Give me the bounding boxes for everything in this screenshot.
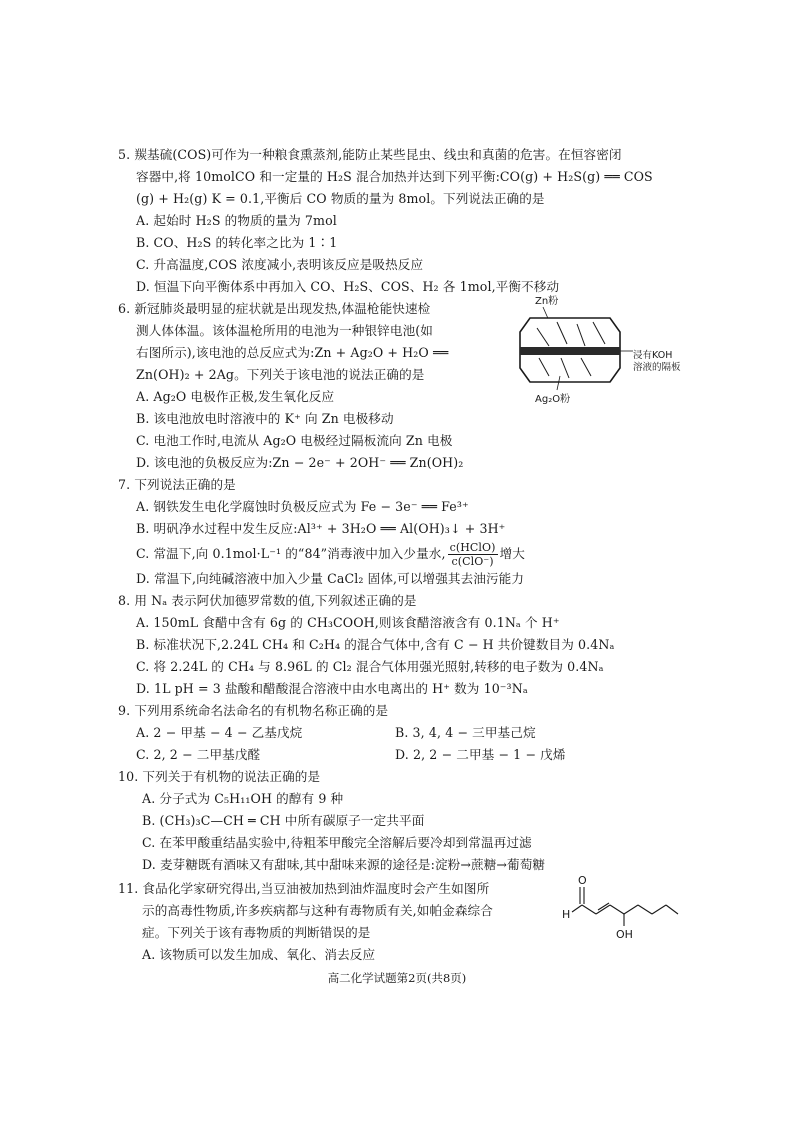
hclo-ratio-fraction xyxy=(448,541,498,568)
q5-option-d: D. 恒温下向平衡体系中再加入 CO、H₂S、COS、H₂ 各 1mol,平衡不移动 xyxy=(136,279,560,294)
battery-diagram xyxy=(505,292,685,407)
q9-option-a: A. 2 − 甲基 − 4 − 乙基戊烷 xyxy=(136,725,303,740)
q5-stem-line1: 5. 羰基硫(COS)可作为一种粮食熏蒸剂,能防止某些昆虫、线虫和真菌的危害。在恒容密闭 xyxy=(118,147,622,162)
bond-c3-c4 xyxy=(610,905,624,914)
q7-option-a: A. 钢铁发生电化学腐蚀时负极反应式为 Fe − 3e⁻ ══ Fe³⁺ xyxy=(136,499,469,514)
q8-option-a: A. 150mL 食醋中含有 6g 的 CH₃COOH,则该食醋溶液含有 0.1Nₐ 个 H⁺ xyxy=(136,615,560,630)
bond-h-c1 xyxy=(572,905,582,912)
q9-option-c: C. 2, 2 − 二甲基戊醛 xyxy=(136,747,261,762)
q8-option-d: D. 1L pH = 3 盐酸和醋酸混合溶液中由水电离出的 H⁺ 数为 10⁻³Nₐ xyxy=(136,681,528,696)
q5-stem-line2: 容器中,将 10molCO 和一定量的 H₂S 混合加热并达到下列平衡:CO(g) + H₂S(g) ══ COS xyxy=(136,169,653,184)
q6-option-c: C. 电池工作时,电流从 Ag₂O 电极经过隔板流向 Zn 电极 xyxy=(136,433,453,448)
fraction-denominator: c(ClO⁻) xyxy=(451,555,494,568)
q11-stem-line3: 症。下列关于该有毒物质的判断错误的是 xyxy=(142,925,371,940)
molecule-structure xyxy=(560,872,680,942)
q6-stem-line4: Zn(OH)₂ + 2Ag。下列关于该电池的说法正确的是 xyxy=(136,367,425,382)
carbonyl-oxygen-label: O xyxy=(578,874,587,887)
q10-option-c: C. 在苯甲酸重结晶实验中,待粗苯甲酸完全溶解后要冷却到常温再过滤 xyxy=(142,835,532,850)
page-footer: 高二化学试题第2页(共8页) xyxy=(327,971,467,985)
q7-option-b: B. 明矾净水过程中发生反应:Al³⁺ + 3H₂O ══ Al(OH)₃↓ + 3H⁺ xyxy=(136,521,506,536)
q6-option-d: D. 该电池的负极反应为:Zn − 2e⁻ + 2OH⁻ ══ Zn(OH)₂ xyxy=(136,455,464,470)
q9-option-b: B. 3, 4, 4 − 三甲基己烷 xyxy=(395,725,536,740)
q5-option-a: A. 起始时 H₂S 的物质的量为 7mol xyxy=(136,213,337,228)
q5-option-c: C. 升高温度,COS 浓度减小,表明该反应是吸热反应 xyxy=(136,257,424,272)
q10-option-a: A. 分子式为 C₅H₁₁OH 的醇有 9 种 xyxy=(142,791,344,806)
q10-option-b: B. (CH₃)₃C—CH ═ CH 中所有碳原子一定共平面 xyxy=(142,813,425,828)
q8-option-c: C. 将 2.24L 的 CH₄ 与 8.96L 的 Cl₂ 混合气体用强光照射,转移的电子数为 0.4Nₐ xyxy=(136,659,604,674)
bond-c7-c8 xyxy=(666,905,678,914)
q9-stem: 9. 下列用系统命名法命名的有机物名称正确的是 xyxy=(118,703,389,718)
q7-option-c-text: C. 常温下,向 0.1mol·L⁻¹ 的“84”消毒液中加入少量水, xyxy=(136,546,446,561)
q6-option-b: B. 该电池放电时溶液中的 K⁺ 向 Zn 电极移动 xyxy=(136,411,394,426)
q7-option-d: D. 常温下,向纯碱溶液中加入少量 CaCl₂ 固体,可以增强其去油污能力 xyxy=(136,571,525,586)
bond-c5-c6 xyxy=(638,905,652,914)
bond-c1-c2 xyxy=(582,905,596,914)
q5-stem-line3: (g) + H₂(g) K = 0.1,平衡后 CO 物质的量为 8mol。下列说法正确的是 xyxy=(136,191,545,206)
q9-option-d: D. 2, 2 − 二甲基 − 1 − 戊烯 xyxy=(395,747,566,762)
q10-stem: 10. 下列关于有机物的说法正确的是 xyxy=(118,769,321,784)
koh-separator-label-line1: 浸有KOH xyxy=(633,350,673,361)
hydroxyl-label: OH xyxy=(616,928,633,941)
q5-option-b: B. CO、H₂S 的转化率之比为 1∶1 xyxy=(136,235,338,250)
fraction-numerator: c(HClO) xyxy=(449,541,496,554)
q6-stem-line3: 右图所示),该电池的总反应式为:Zn + Ag₂O + H₂O ══ xyxy=(136,345,449,360)
q6-stem-line1: 6. 新冠肺炎最明显的症状就是出现发热,体温枪能快速检 xyxy=(118,301,431,316)
q11-option-a: A. 该物质可以发生加成、氧化、消去反应 xyxy=(142,947,376,962)
q8-option-b: B. 标准状况下,2.24L CH₄ 和 C₂H₄ 的混合气体中,含有 C − H 共价键数目为 0.4Nₐ xyxy=(136,637,615,652)
ag2o-powder-label: Ag₂O粉 xyxy=(535,394,571,405)
q7-stem: 7. 下列说法正确的是 xyxy=(118,477,236,492)
koh-separator-label-line2: 溶液的隔板 xyxy=(633,362,681,373)
q11-stem-line2: 示的高毒性物质,许多疾病都与这种有毒物质有关,如帕金森综合 xyxy=(142,903,493,918)
q6-option-a: A. Ag₂O 电极作正极,发生氧化反应 xyxy=(136,389,335,404)
q7-option-c xyxy=(136,540,525,568)
zn-powder-label: Zn粉 xyxy=(535,296,559,307)
q7-option-c-suffix: 增大 xyxy=(499,546,525,561)
aldehyde-hydrogen-label: H xyxy=(562,908,571,921)
q10-option-d: D. 麦芽糖既有酒味又有甜味,其中甜味来源的途径是:淀粉→蔗糖→葡萄糖 xyxy=(142,857,546,872)
q11-stem-line1: 11. 食品化学家研究得出,当豆油被加热到油炸温度时会产生如图所 xyxy=(118,881,490,896)
q8-stem: 8. 用 Nₐ 表示阿伏加德罗常数的值,下列叙述正确的是 xyxy=(118,593,417,608)
separator-plate xyxy=(520,347,620,355)
bond-c4-c5 xyxy=(624,905,638,914)
bond-c6-c7 xyxy=(652,905,666,914)
q6-stem-line2: 测人体体温。该体温枪所用的电池为一种银锌电池(如 xyxy=(136,323,433,338)
